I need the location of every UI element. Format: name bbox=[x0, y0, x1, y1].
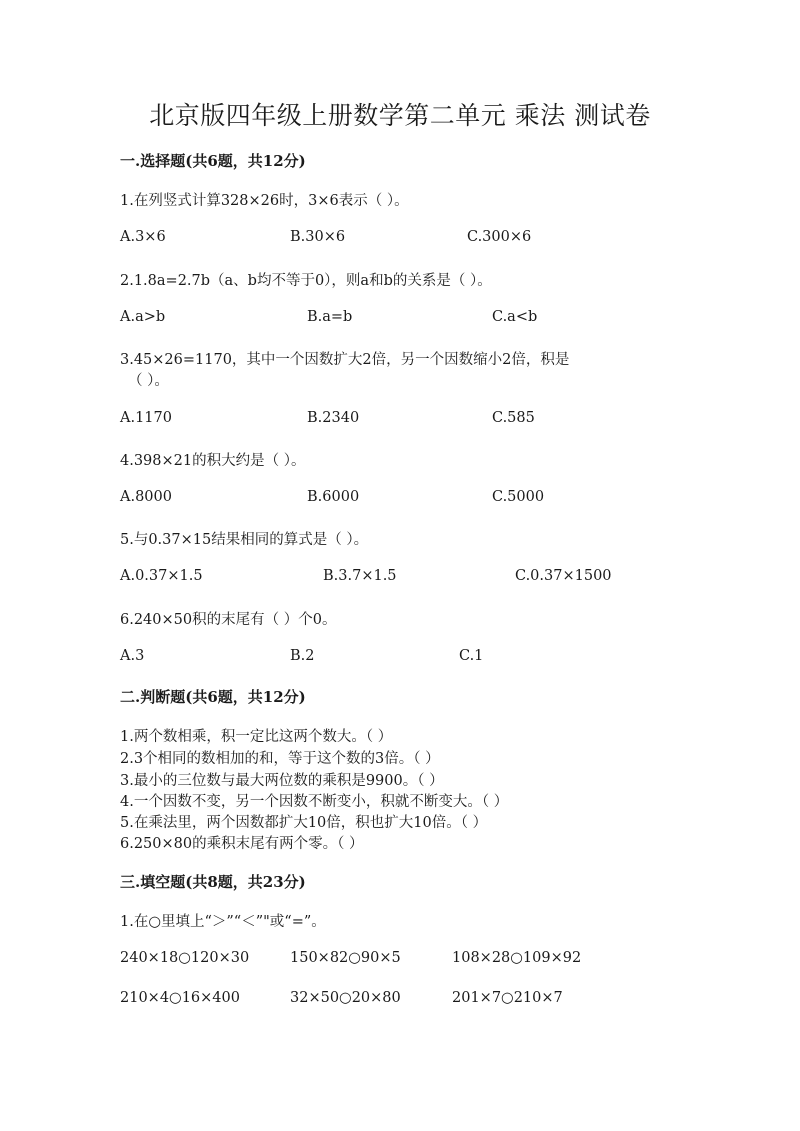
question-text: 2.1.8a=2.7b（a、b均不等于0），则a和b的关系是（ ）。 bbox=[120, 273, 492, 289]
option-a: A.8000 bbox=[120, 489, 172, 505]
statement-item: 2.3个相同的数相加的和，等于这个数的3倍。（ ） bbox=[120, 751, 440, 767]
option-c: C.300×6 bbox=[467, 229, 532, 245]
option-c: C.a<b bbox=[492, 309, 538, 325]
compare-expression: 210×4○16×400 bbox=[120, 990, 240, 1006]
page-title: 北京版四年级上册数学第二单元 乘法 测试卷 bbox=[149, 101, 651, 130]
statement-item: 1.两个数相乘，积一定比这两个数大。（ ） bbox=[120, 729, 393, 745]
option-b: B.30×6 bbox=[290, 229, 346, 245]
section-heading-fill: 三.填空题(共8题，共23分) bbox=[120, 873, 306, 891]
option-b: B.3.7×1.5 bbox=[323, 568, 397, 584]
compare-expression: 201×7○210×7 bbox=[452, 990, 563, 1006]
option-c: C.1 bbox=[459, 648, 484, 664]
option-c: C.585 bbox=[492, 410, 535, 426]
section-heading-judgement: 二.判断题(共6题，共12分) bbox=[120, 688, 306, 706]
statement-item: 3.最小的三位数与最大两位数的乘积是9900。（ ） bbox=[120, 773, 444, 789]
question-text: 6.240×50积的末尾有（ ）个0。 bbox=[120, 612, 337, 628]
question-text-continued: （ ）。 bbox=[128, 373, 169, 389]
option-c: C.5000 bbox=[492, 489, 545, 505]
compare-expression: 32×50○20×80 bbox=[290, 990, 401, 1006]
option-b: B.2 bbox=[290, 648, 315, 664]
option-a: A.a>b bbox=[120, 309, 166, 325]
compare-expression: 150×82○90×5 bbox=[290, 950, 401, 966]
option-c: C.0.37×1500 bbox=[515, 568, 612, 584]
compare-expression: 240×18○120×30 bbox=[120, 950, 250, 966]
section-heading-choice: 一.选择题(共6题，共12分) bbox=[120, 152, 306, 170]
statement-item: 5.在乘法里，两个因数都扩大10倍，积也扩大10倍。（ ） bbox=[120, 815, 488, 831]
option-a: A.0.37×1.5 bbox=[120, 568, 203, 584]
option-a: A.1170 bbox=[120, 410, 172, 426]
question-text: 5.与0.37×15结果相同的算式是（ ）。 bbox=[120, 532, 369, 548]
option-b: B.2340 bbox=[307, 410, 360, 426]
statement-item: 4.一个因数不变，另一个因数不断变小，积就不断变大。（ ） bbox=[120, 794, 509, 810]
option-b: B.6000 bbox=[307, 489, 360, 505]
question-text: 3.45×26=1170，其中一个因数扩大2倍，另一个因数缩小2倍，积是 bbox=[120, 352, 570, 368]
option-b: B.a=b bbox=[307, 309, 353, 325]
compare-expression: 108×28○109×92 bbox=[452, 950, 582, 966]
question-text: 1.在○里填上“＞”“＜”"或“=”。 bbox=[120, 914, 326, 930]
option-a: A.3 bbox=[120, 648, 145, 664]
option-a: A.3×6 bbox=[120, 229, 166, 245]
question-text: 1.在列竖式计算328×26时，3×6表示（ ）。 bbox=[120, 193, 409, 209]
question-text: 4.398×21的积大约是（ ）。 bbox=[120, 453, 306, 469]
statement-item: 6.250×80的乘积末尾有两个零。（ ） bbox=[120, 836, 364, 852]
